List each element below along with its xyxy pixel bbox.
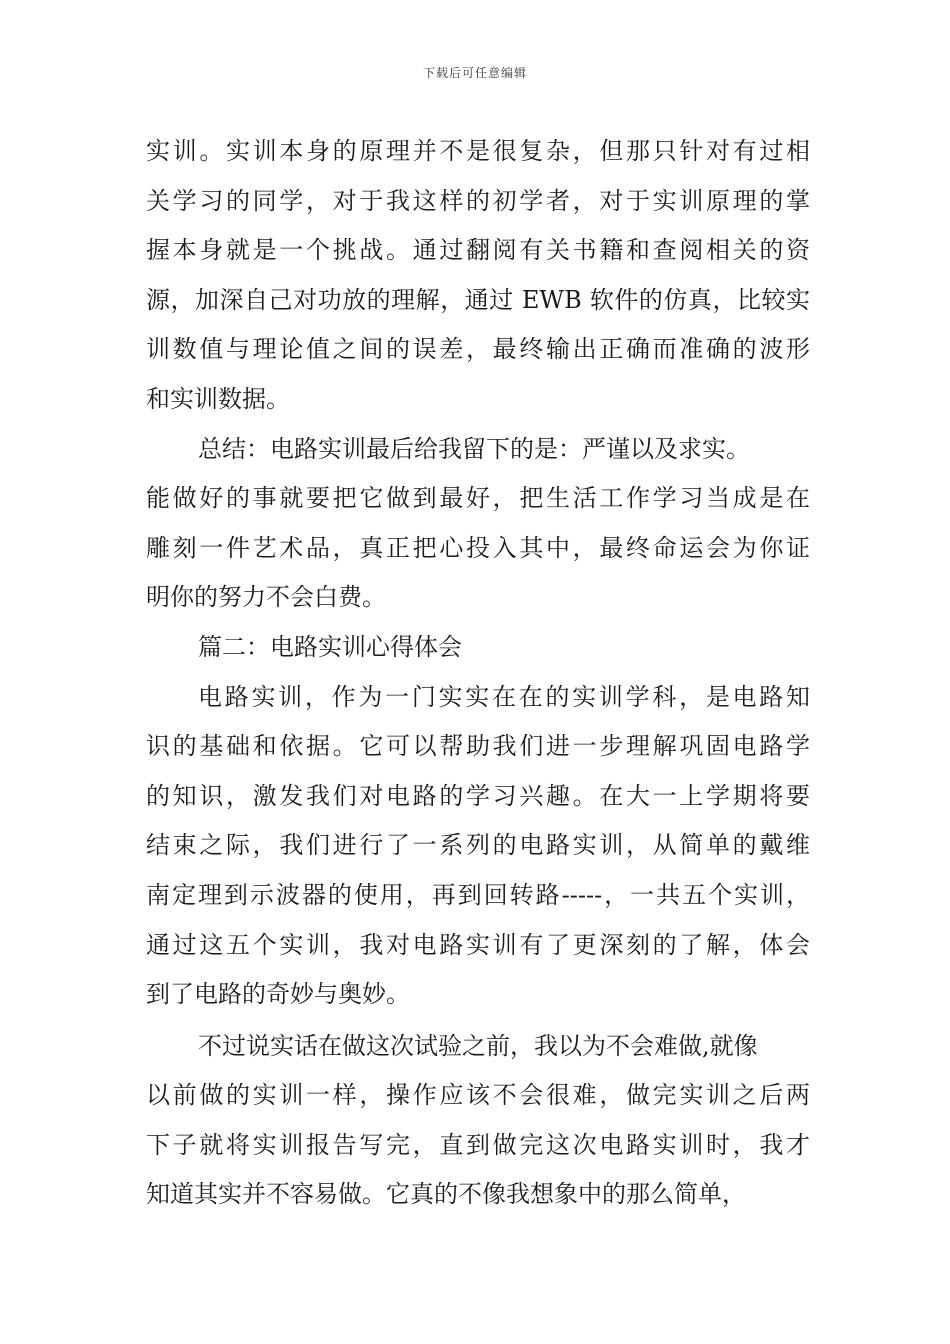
text-line: 结束之际，我们进行了一系列的电路实训，从简单的戴维: [146, 831, 810, 860]
text-line: 的知识，激发我们对电路的学习兴趣。在大一上学期将要: [146, 781, 810, 810]
text-line: 通过这五个实训，我对电路实训有了更深刻的了解，体会: [146, 930, 810, 959]
paragraph-start-line: 电路实训，作为一门实实在在的实训学科，是电路知: [198, 682, 810, 711]
text-line: 明你的努力不会白费。: [146, 583, 386, 612]
text-line: 识的基础和依据。它可以帮助我们进一步理解巩固电路学: [146, 732, 810, 761]
text-line: 源，加深自己对功放的理解，通过 EWB 软件的仿真，比较实: [146, 285, 810, 314]
text-line: 关学习的同学，对于我这样的初学者，对于实训原理的掌: [146, 186, 810, 215]
text-line: 雕刻一件艺术品，真正把心投入其中，最终命运会为你证: [146, 533, 810, 562]
text-line: 能做好的事就要把它做到最好，把生活工作学习当成是在: [146, 484, 810, 513]
text-line: 知道其实并不容易做。它真的不像我想象中的那么简单，: [146, 1180, 746, 1209]
text-line: 握本身就是一个挑战。通过翻阅有关书籍和查阅相关的资: [146, 236, 810, 265]
section-heading: 篇二：电路实训心得体会: [198, 632, 462, 661]
text-line: 和实训数据。: [146, 384, 290, 413]
paragraph-start-line: 总结：电路实训最后给我留下的是：严谨以及求实。: [198, 434, 750, 463]
text-line: 实训。实训本身的原理并不是很复杂，但那只针对有过相: [146, 137, 810, 165]
text-line: 以前做的实训一样，操作应该不会很难，做完实训之后两: [146, 1081, 810, 1110]
text-line: 南定理到示波器的使用，再到回转路-----，一共五个实训，: [146, 880, 810, 909]
document-body: [146, 127, 810, 1220]
paragraph-start-line: 不过说实话在做这次试验之前，我以为不会难做,就像: [198, 1031, 758, 1060]
text-line: 训数值与理论值之间的误差，最终输出正确而准确的波形: [146, 335, 810, 364]
text-line: 下子就将实训报告写完，直到做完这次电路实训时，我才: [146, 1130, 810, 1159]
page-header: 下载后可任意编辑: [422, 66, 527, 80]
text-line: 到了电路的奇妙与奥妙。: [146, 980, 410, 1009]
